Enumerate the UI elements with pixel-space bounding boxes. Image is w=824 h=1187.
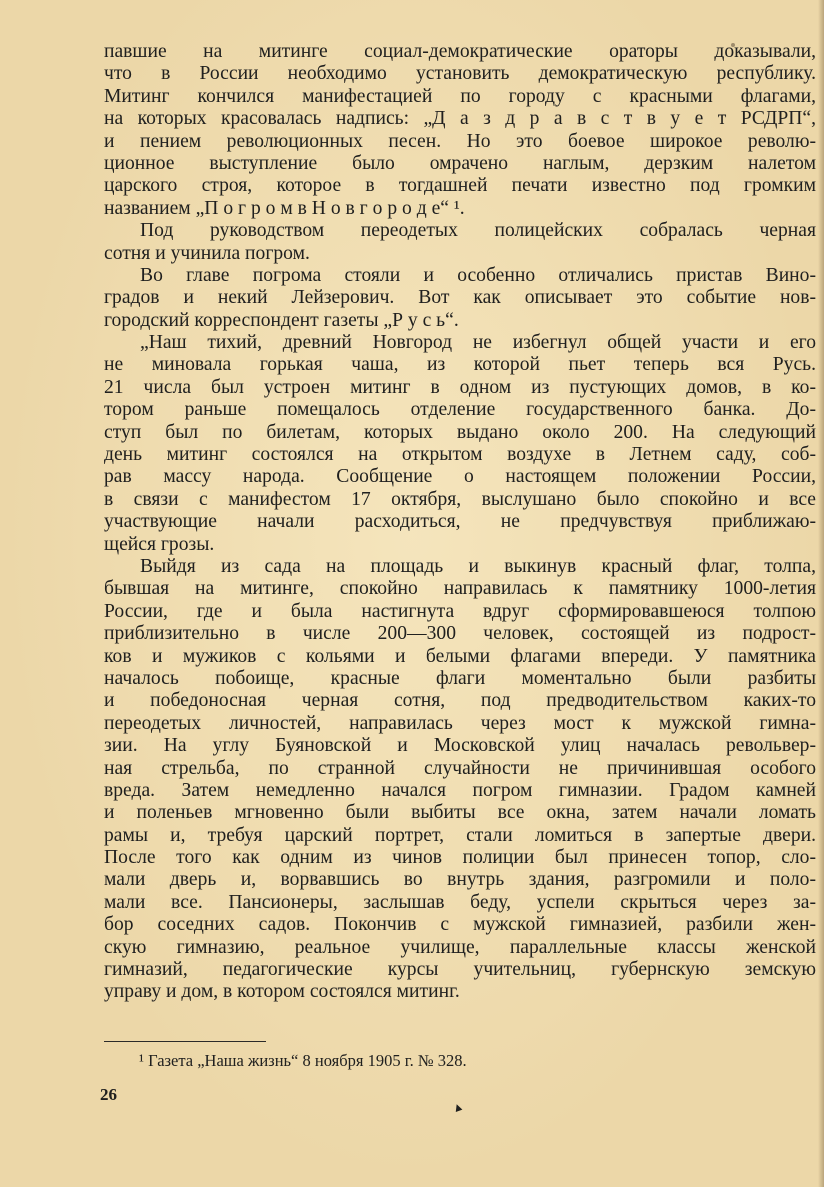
text-line: скую гимназию, реальное училище, параллельные классы женской bbox=[104, 936, 816, 958]
text-line: что в России необходимо установить демократическую республику. bbox=[104, 63, 816, 85]
text-line: и поленьев мгновенно были выбиты все окна, затем начали ломать bbox=[104, 802, 816, 824]
text-line: ступ был по билетам, которых выдано около 200. На следующий bbox=[104, 421, 816, 443]
text-line: сотня и учинила погром. bbox=[104, 242, 310, 264]
text-line: ционное выступление было омрачено наглым, дерзким налетом bbox=[104, 152, 816, 174]
text-line: зии. На углу Буяновской и Московской улиц началась револьвер- bbox=[104, 735, 816, 757]
text-line: ная стрельба, по странной случайности не причинившая особого bbox=[104, 757, 816, 779]
text-line: павшие на митинге социал-демократические ораторы доказывали, bbox=[104, 41, 816, 62]
text-line: России, где и была настигнута вдруг сформировавшеюся толпою bbox=[104, 600, 816, 622]
text-line: рав массу народа. Сообщение о настоящем положении России, bbox=[104, 466, 816, 488]
text-line: названием „П о г р о м в Н о в г о р о д е“ ¹. bbox=[104, 197, 465, 219]
text-line: щейся грозы. bbox=[104, 533, 215, 555]
text-line: мали дверь и, ворвавшись во внутрь здания, разгромили и поло- bbox=[104, 869, 816, 891]
text-line: бор соседних садов. Покончив с мужской гимназией, разбили жен- bbox=[104, 914, 816, 936]
text-line: После того как одним из чинов полиции был принесен топор, сло- bbox=[104, 847, 816, 869]
text-line: тором раньше помещалось отделение государственного банка. До- bbox=[104, 399, 816, 421]
text-line: Митинг кончился манифестацией по городу с красными флагами, bbox=[104, 85, 816, 107]
text-line: в связи с манифестом 17 октября, выслушано было спокойно и все bbox=[104, 488, 816, 510]
text-line: градов и некий Лейзерович. Вот как описывает это событие нов- bbox=[104, 287, 816, 309]
text-line: Во главе погрома стояли и особенно отличались пристав Вино- bbox=[140, 264, 816, 286]
text-line: приблизительно в числе 200—300 человек, состоящей из подрост- bbox=[104, 623, 816, 645]
text-line: день митинг состоялся на открытом воздухе в Летнем саду, соб- bbox=[104, 444, 816, 466]
text-line: Выйдя из сада на площадь и выкинув красный флаг, толпа, bbox=[140, 555, 816, 577]
text-line: не миновала горькая чаша, из которой пьет теперь вся Русь. bbox=[104, 354, 816, 376]
text-line: царского строя, которое в тогдашней печати известно под громким bbox=[104, 175, 816, 197]
text-line: и пением революционных песен. Но это боевое широкое револю- bbox=[104, 130, 816, 152]
footnote-divider bbox=[104, 1041, 266, 1042]
page-number: 26 bbox=[100, 1085, 117, 1104]
footnote: ¹ Газета „Наша жизнь“ 8 ноября 1905 г. № 328. bbox=[139, 1051, 467, 1070]
text-line: бывшая на митинге, спокойно направилась к памятнику 1000-летия bbox=[104, 578, 816, 600]
text-line: ков и мужиков с кольями и белыми флагами впереди. У памятника bbox=[104, 645, 816, 667]
text-line: гимназий, педагогические курсы учительниц, губернскую земскую bbox=[104, 959, 816, 981]
text-line: на которых красовалась надпись: „Д а з д р а в с т в у е т РСДРП“, bbox=[104, 108, 816, 130]
text-line: и победоносная черная сотня, под предводительством каких-то bbox=[104, 690, 816, 712]
printer-mark-icon: ▲ bbox=[449, 1098, 466, 1116]
text-line: участвующие начали расходиться, не предчувствуя приближаю- bbox=[104, 511, 816, 533]
page-edge-shadow bbox=[818, 0, 824, 1187]
text-line: переодетых личностей, направилась через мост к мужской гимна- bbox=[104, 712, 816, 734]
text-line: 21 числа был устроен митинг в одном из пустующих домов, в ко- bbox=[104, 376, 816, 398]
text-line: управу и дом, в котором состоялся митинг. bbox=[104, 981, 460, 1003]
main-text bbox=[104, 41, 816, 1004]
text-line: началось побоище, красные флаги моментально были разбиты bbox=[104, 667, 816, 689]
text-line: городский корреспондент газеты „Р у с ь“. bbox=[104, 309, 459, 331]
text-line: рамы и, требуя царский портрет, стали ломиться в запертые двери. bbox=[104, 824, 816, 846]
text-line: „Наш тихий, древний Новгород не избегнул общей участи и его bbox=[140, 332, 816, 354]
text-line: вреда. Затем немедленно начался погром гимназии. Градом камней bbox=[104, 779, 816, 801]
text-line: мали все. Пансионеры, заслышав беду, успели скрыться через за- bbox=[104, 891, 816, 913]
text-line: Под руководством переодетых полицейских собралась черная bbox=[140, 220, 816, 242]
